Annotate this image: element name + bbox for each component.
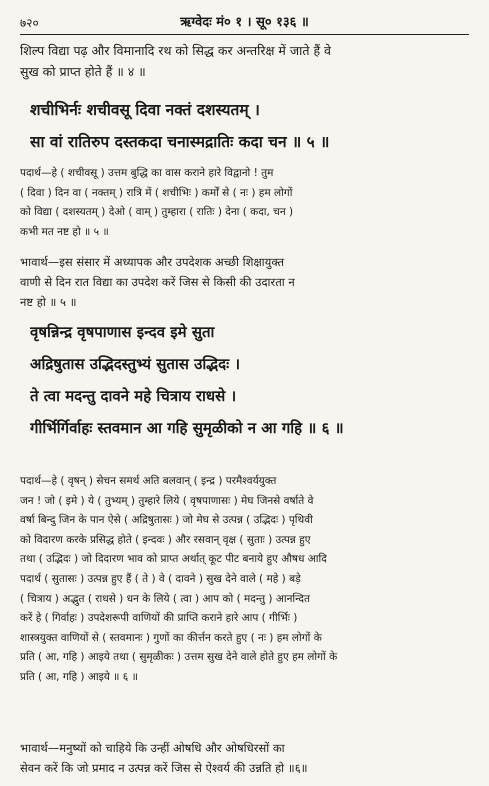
text-line: जन ! जो ( इमे ) ये ( तुभ्यम् ) तुम्हारे लिये ( वृषपाणासः ) मेघ जिनसे वर्षाते वे [20, 494, 314, 507]
text-line: शास्त्रयुक्त वाणियों से ( स्तवमानः ) गुणों का कीर्त्तन करते हुए ( नः ) हम लोगों के [20, 631, 322, 644]
text-line: पदार्थ—हे ( शचीवसू ) उत्तम बुद्धि का वास कराने हारे विद्वानो ! तुम [20, 167, 274, 179]
text-line: भावार्थ—इस संसार में अध्यापक और उपदेशक अच्छी शिक्षायुक्त [20, 255, 285, 269]
text-line: प्रति ( आ, गहि ) आइये तथा ( सुमृळीकः ) उत्तम सुख देने वाले होते हुए हम लोगों के [20, 651, 338, 664]
mantra-line: गीर्भिर्गिर्वाहः स्तवमान आ गहि सुमृळीको न आ गहि ॥ ६ ॥ [30, 419, 344, 437]
mantra-line: ते त्वा मदन्तु दावने महे चित्राय राधसे । [30, 387, 237, 405]
page-number: ७२० [20, 16, 39, 30]
text-line: को विद्या ( दशस्यतम् ) देओ ( वाम् ) तुम्हारा ( रातिः ) देना ( कदा, चन ) [20, 206, 294, 218]
text-line: को विदारण करके प्रसिद्ध होते ( इन्दवः ) और रसवान् वृक्ष ( सुताः ) उत्पन्न हुए [20, 533, 311, 546]
text-line: वाणी से दिन रात विद्या का उपदेश करें जिस से किसी की उदारता न [20, 275, 295, 289]
padartha-5 [20, 164, 471, 242]
mantra-line: सा वां रातिरुप दस्तकदा चनास्मद्रातिः कदा चन ॥ ५ ॥ [30, 133, 330, 151]
bhavartha-6 [20, 738, 471, 778]
text-line: शिल्प विद्या पढ़ और विमानादि रथ को सिद्ध कर अन्तरिक्ष में जाते हैं वे [20, 43, 332, 58]
text-line: नष्ट हो ॥ ५ ॥ [20, 295, 77, 309]
mantra-line: अद्रिषुतास उद्भिदस्तुभ्यं सुतास उद्भिदः । [30, 355, 241, 373]
continued-paragraph [20, 40, 471, 82]
text-line: वर्षा बिन्दु जिन के पान ऐसे ( अद्रिषुतासः ) जो मेघ से उत्पन्न ( उद्भिदः ) पृथिवी [20, 514, 313, 527]
bhavartha-5 [20, 252, 471, 312]
header-rule [20, 34, 469, 35]
text-line: ( चित्राय ) अद्भुत ( राधसे ) धन के लिये ( त्वा ) आप को ( मदन्तु ) आनन्दित [20, 592, 310, 605]
mantra-6 [30, 316, 471, 444]
text-line: पदार्थ—हे ( वृषन् ) सेचन समर्थ अति बलवान् ( इन्द्र ) परमैश्वर्ययुक्त [20, 475, 277, 487]
text-line: सुख को प्राप्त होते हैं ॥ ४ ॥ [20, 64, 146, 79]
running-title: ऋग्वेदः मं० १ । सू० १३६ ॥ [180, 15, 309, 30]
text-line: सेवन करें कि जो प्रमाद न उत्पन्न करें जिस से ऐश्वर्य की उन्नति हो ॥६॥ [20, 761, 308, 775]
text-line: ( दिवा ) दिन वा ( नक्तम् ) रात्रि में ( शचीभिः ) कर्मों से ( नः ) हम लोगों [20, 186, 293, 199]
text-line: तथा ( उद्भिदः ) जो दिदारण भाव को प्राप्त अर्थात् कूट पीट बनाये हुए औषध आदि [20, 553, 327, 566]
mantra-line: वृषन्निन्द्र वृषपाणास इन्दव इमे सुता [30, 323, 215, 341]
text-line: पदार्थ ( सुतासः ) उत्पन्न हुए हैं ( ते ) वे ( दावने ) सुख देने वाले ( महे ) बड़े [20, 572, 301, 585]
text-line: कभी मत नष्ट हो ॥ ५ ॥ [20, 225, 109, 238]
mantra-line: शचीभिर्नः शचीवसू दिवा नक्तं दशस्यतम् । [30, 101, 260, 119]
padartha-6 [20, 472, 471, 688]
text-line: करें हे ( गिर्वाहः ) उपदेशरूपी वाणियों की प्राप्ति कराने हारे आप ( गीर्भिः ) [20, 612, 298, 625]
mantra-5 [30, 94, 471, 158]
text-line: प्रति ( आ, गहि ) आइये ॥ ६ ॥ [20, 670, 138, 683]
page-header [20, 12, 469, 34]
text-line: भावार्थ—मनुष्यों को चाहिये कि उन्हीं ओषधि और ओषधिरसों का [20, 741, 285, 755]
